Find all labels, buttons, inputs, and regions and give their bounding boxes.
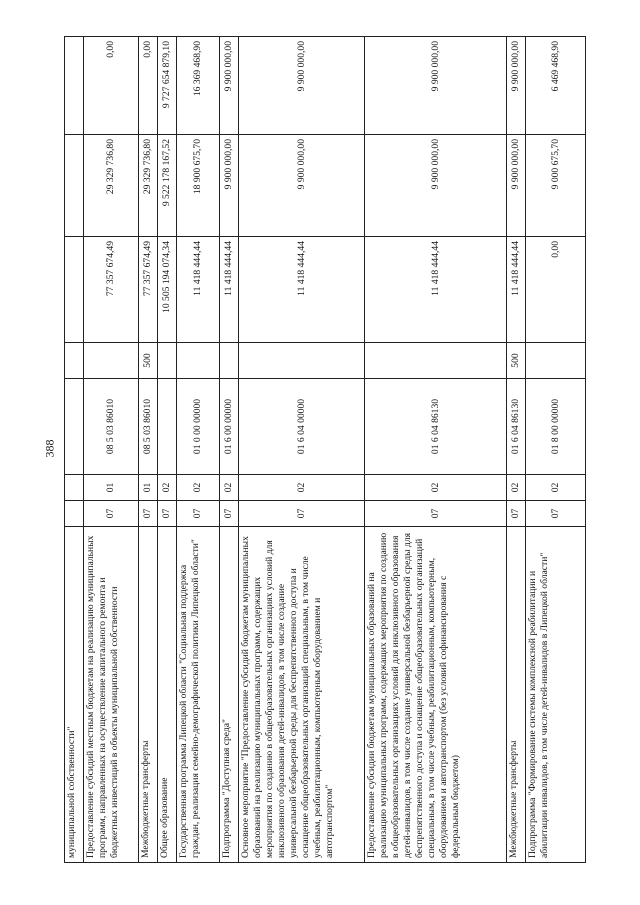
- cell-subsection: 02: [220, 475, 239, 501]
- cell-target-article: 08 5 03 86010: [84, 379, 139, 475]
- budget-table-body: [65, 37, 586, 863]
- table-row: [239, 37, 365, 863]
- table-row: [139, 37, 158, 863]
- cell-amount-year1: 77 357 674,49: [139, 237, 158, 343]
- cell-subsection: 02: [526, 475, 586, 501]
- cell-section: 07: [177, 501, 220, 527]
- cell-amount-year1: 11 418 444,44: [239, 237, 365, 343]
- cell-amount-year3: [65, 37, 84, 135]
- cell-amount-year2: [65, 135, 84, 237]
- cell-target-article: 01 8 00 00000: [526, 379, 586, 475]
- cell-target-article: 08 5 03 86010: [139, 379, 158, 475]
- budget-table: [64, 36, 586, 863]
- cell-section: 07: [158, 501, 177, 527]
- table-row: [365, 37, 507, 863]
- cell-amount-year2: 9 522 178 167,52: [158, 135, 177, 237]
- cell-description: Государственная программа Липецкой области "Социальная поддержка граждан, реализация семейно-демографической политики Липецкой области": [177, 527, 220, 863]
- table-row: [177, 37, 220, 863]
- table-row: [84, 37, 139, 863]
- cell-amount-year2: 9 900 000,00: [239, 135, 365, 237]
- cell-amount-year2: 9 900 000,00: [507, 135, 526, 237]
- cell-amount-year1: 77 357 674,49: [84, 237, 139, 343]
- cell-target-article: [65, 379, 84, 475]
- table-row: [507, 37, 526, 863]
- cell-expense-type: 500: [507, 343, 526, 379]
- cell-description: Межбюджетные трансферты: [139, 527, 158, 863]
- page-number: 388: [42, 439, 57, 458]
- cell-target-article: 01 6 00 00000: [220, 379, 239, 475]
- cell-expense-type: [239, 343, 365, 379]
- cell-amount-year3: 16 369 468,90: [177, 37, 220, 135]
- cell-description: Предоставление субсидии бюджетам муниципальных образований на реализацию муниципальных программ, содержащих мероприятия по созданию в общеобразовательных организациях условий для инклюзивного образования детей-инвалидов, в том числе создание универсальной безбарьерной среды для беспрепятственного доступа и оснащение общеобразовательных организаций специальным, в том числе учебным, реабилитационным, компьютерным, оборудованием и автотранспортом (без условий софинансирования с федеральным бюджетом): [365, 527, 507, 863]
- cell-amount-year2: 29 329 736,80: [84, 135, 139, 237]
- cell-expense-type: [65, 343, 84, 379]
- cell-subsection: 02: [507, 475, 526, 501]
- cell-expense-type: [220, 343, 239, 379]
- cell-target-article: 01 6 04 86130: [365, 379, 507, 475]
- table-row: [526, 37, 586, 863]
- cell-expense-type: [526, 343, 586, 379]
- cell-amount-year3: 0,00: [84, 37, 139, 135]
- cell-expense-type: [365, 343, 507, 379]
- cell-description: Подпрограмма "Формирование системы комплексной реабилитации и абилитации инвалидов, в том числе детей-инвалидов в Липецкой области": [526, 527, 586, 863]
- cell-amount-year2: 9 900 000,00: [365, 135, 507, 237]
- cell-amount-year1: 11 418 444,44: [507, 237, 526, 343]
- cell-section: [65, 501, 84, 527]
- cell-section: 07: [84, 501, 139, 527]
- cell-section: 07: [365, 501, 507, 527]
- cell-amount-year2: 29 329 736,80: [139, 135, 158, 237]
- cell-amount-year3: 9 900 000,00: [239, 37, 365, 135]
- cell-section: 07: [220, 501, 239, 527]
- cell-target-article: 01 6 04 00000: [239, 379, 365, 475]
- cell-expense-type: 500: [139, 343, 158, 379]
- cell-section: 07: [526, 501, 586, 527]
- cell-amount-year3: 9 900 000,00: [220, 37, 239, 135]
- cell-subsection: 02: [158, 475, 177, 501]
- cell-section: 07: [139, 501, 158, 527]
- cell-section: 07: [239, 501, 365, 527]
- cell-section: 07: [507, 501, 526, 527]
- cell-target-article: [158, 379, 177, 475]
- cell-target-article: 01 0 00 00000: [177, 379, 220, 475]
- cell-expense-type: [158, 343, 177, 379]
- cell-target-article: 01 6 04 86130: [507, 379, 526, 475]
- cell-subsection: 01: [84, 475, 139, 501]
- cell-amount-year3: 6 469 468,90: [526, 37, 586, 135]
- cell-description: Основное мероприятие "Предоставление субсидий бюджетам муниципальных образований на реализацию муниципальных программ, содержащих мероприятия по созданию в общеобразовательных организациях условий для инклюзивного образования детей-инвалидов, в том числе создание универсальной безбарьерной среды для беспрепятственного доступа и оснащение общеобразовательных организаций специальным, в том числе учебным, реабилитационным, компьютерным оборудованием и автотранспортом": [239, 527, 365, 863]
- cell-subsection: 02: [365, 475, 507, 501]
- cell-amount-year2: 18 900 675,70: [177, 135, 220, 237]
- cell-amount-year3: 9 900 000,00: [507, 37, 526, 135]
- cell-expense-type: [84, 343, 139, 379]
- cell-amount-year3: 0,00: [139, 37, 158, 135]
- cell-description: муниципальной собственности": [65, 527, 84, 863]
- cell-description: Межбюджетные трансферты: [507, 527, 526, 863]
- table-row: [220, 37, 239, 863]
- cell-amount-year1: 11 418 444,44: [365, 237, 507, 343]
- cell-amount-year1: 10 505 194 074,34: [158, 237, 177, 343]
- cell-amount-year3: 9 727 654 879,10: [158, 37, 177, 135]
- cell-amount-year3: 9 900 000,00: [365, 37, 507, 135]
- cell-amount-year1: 11 418 444,44: [220, 237, 239, 343]
- cell-amount-year1: [65, 237, 84, 343]
- cell-subsection: 02: [177, 475, 220, 501]
- table-row: [158, 37, 177, 863]
- budget-table-rotated: [64, 37, 585, 863]
- cell-description: Предоставление субсидий местным бюджетам на реализацию муниципальных программ, направленных на осуществление капитального ремонта и бюджетных инвестиций в объекты муниципальной собственности: [84, 527, 139, 863]
- cell-expense-type: [177, 343, 220, 379]
- cell-amount-year2: 9 900 000,00: [220, 135, 239, 237]
- cell-subsection: 01: [139, 475, 158, 501]
- cell-amount-year1: 11 418 444,44: [177, 237, 220, 343]
- cell-amount-year2: 9 000 675,70: [526, 135, 586, 237]
- cell-amount-year1: 0,00: [526, 237, 586, 343]
- cell-subsection: [65, 475, 84, 501]
- cell-description: Общее образование: [158, 527, 177, 863]
- cell-description: Подпрограмма "Доступная среда": [220, 527, 239, 863]
- cell-subsection: 02: [239, 475, 365, 501]
- table-row: [65, 37, 84, 863]
